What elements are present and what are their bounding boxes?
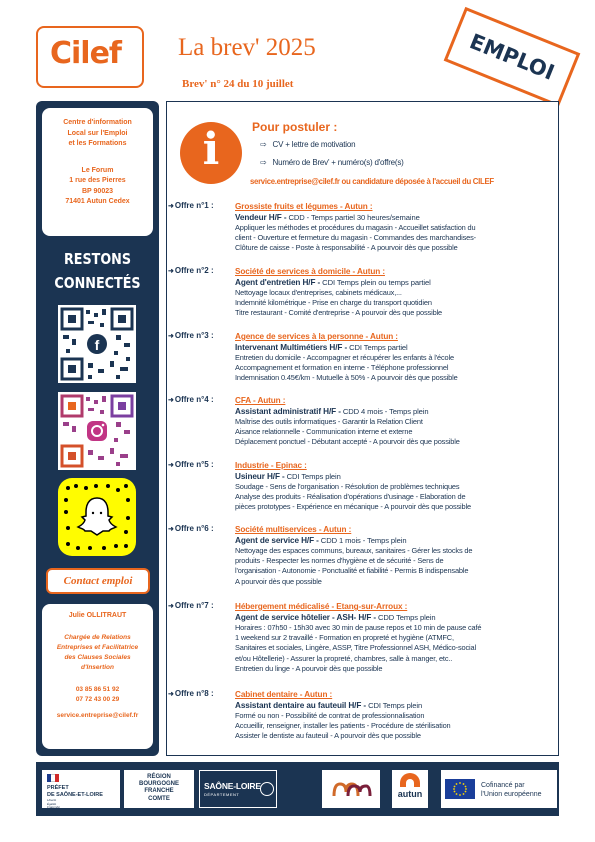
offer-employer: Agence de services à la personne - Autun : [235,332,398,341]
offer-detail: produits - Respecter les normes d'hygiène et de sécurité - Sens de [235,556,444,566]
eu-cofinancing-logo: Cofinancé par l'Union européenne [441,770,557,808]
offer-employer: Cabinet dentaire - Autun : [235,690,333,699]
apply-instructions[interactable]: service.entreprise@cilef.fr ou candidature déposée à l'accueil du CILEF [250,177,494,186]
address-line: BP 90023 [81,187,113,195]
partner-mm-logo [322,770,380,808]
arrow-icon: ⇨ [260,158,267,167]
offer-position: Vendeur H/F - CDD - Temps partiel 30 heures/semaine [235,213,420,222]
emploi-badge: EMPLOI [444,7,581,107]
newsletter-title: La brev' 2025 [178,34,316,61]
offer-employer: Société multiservices - Autun : [235,525,352,534]
offer-position: Agent de service H/F - CDD 1 mois - Temps plein [235,536,407,545]
address-line: Le Forum [81,166,114,174]
offer-detail: Déplacement ponctuel - Débutant accepté - A pourvoir dès que possible [235,437,460,447]
offer-label: ➜Offre n°4 : [168,395,214,404]
contact-phone[interactable]: 03 85 86 51 92 [75,686,120,693]
arrow-icon: ➜ [168,691,174,698]
contact-card [42,604,153,749]
offer-detail: Analyse des produits - Réalisation d'opérations d'usinage - Elaboration de [235,492,466,502]
arrow-icon: ➜ [168,268,174,275]
contact-phone[interactable]: 07 72 43 00 29 [75,696,120,703]
centre-card: Centre d'information Local sur l'Emploi et les Formations Le Forum 1 rue des Pierres BP 90023 71401 Autun Cedex [42,108,153,236]
address-line: 1 rue des Pierres [69,177,126,184]
svg-text:f: f [94,337,100,353]
offer-detail: Titre restaurant - Comité d'entreprise - A pourvoir dès que possible [235,308,443,318]
facebook-qr-code[interactable] [58,305,136,383]
offer-detail: pièces prototypes - Expérience en mécanique - A pourvoir dès que possible [235,502,471,512]
offer-position: Intervenant Multimétiers H/F - CDI Temps partiel [235,343,408,352]
offer-detail: Horaires : 07h50 - 15h30 avec 30 min de pause repos et 10 min de pause café [235,623,482,632]
contact-email[interactable]: service.entreprise@cilef.fr [56,712,139,719]
arrow-icon: ➜ [168,203,174,210]
arrow-icon: ➜ [168,397,174,404]
offer-employer: Hébergement médicalisé - Etang-sur-Arroux : [235,602,408,611]
french-flag-icon [47,774,59,782]
offer-detail: Indemnité kilométrique - Prise en charge du transport quotidien [235,298,432,308]
arrow-icon: ➜ [168,603,174,610]
offer-detail: 1 weekend sur 2 travaillé - Formation en propreté et hygiène (ATMFC, [235,633,454,643]
offer-detail: Soudage - Sens de l'organisation - Résolution de problèmes techniques [235,482,460,491]
arrow-icon: ➜ [168,333,174,340]
offer-detail: et/ou Hôtellerie) - Assurer la propreté, chambres, salle à manger, etc.. [235,653,453,663]
cilef-logo [36,26,144,88]
offer-employer: CFA - Autun : [235,396,286,405]
offer-detail: l'organisation - Autonomie - Ponctualité et fiabilité - Permis B indispensable [235,566,469,576]
offer-detail: Aisance relationnelle - Communication interne et externe [235,427,413,437]
instagram-qr-code[interactable] [58,392,136,470]
region-bfc-logo: RÉGION BOURGOGNE FRANCHE COMTE [124,770,194,808]
offer-label: ➜Offre n°8 : [168,689,214,698]
offer-detail: Assister le dentiste au fauteuil - A pourvoir dès que possible [235,731,421,741]
arrow-icon: ➜ [168,462,174,469]
offer-detail: Accompagnement et formation en interne - Téléphone professionnel [235,363,449,373]
offer-detail: client - Ouverture et fermeture du magasin - Commandes des marchandises- [235,233,476,243]
offer-employer: Industrie - Epinac : [235,461,307,470]
snapchat-snapcode[interactable] [58,478,136,556]
contact-name: Julie OLLITRAUT [68,612,127,619]
offer-position: Usineur H/F - CDI Temps plein [235,472,341,481]
offer-position: Agent d'entretien H/F - CDI Temps plein ou temps partiel [235,278,431,287]
arrow-icon: ➜ [168,526,174,533]
offer-detail: Formé ou non - Possibilité de contrat de professionnalisation [235,711,425,720]
offer-position: Assistant administratif H/F - CDD 4 mois - Temps plein [235,407,429,416]
offer-detail: A pourvoir dès que possible [235,576,322,586]
postuler-title: Pour postuler : [252,120,338,134]
offer-detail: Entretien du domicile - Accompagner et récupérer les enfants à l'école [235,353,454,362]
postuler-item: ⇨ Numéro de Brev' + numéro(s) d'offre(s) [260,158,404,167]
department-emblem-icon [260,782,274,796]
contact-emploi-label: Contact emploi [46,568,150,594]
restons-connectes: RESTONS CONNECTÉS [54,250,141,292]
offer-detail: Appliquer les méthodes et procédures du magasin - Accueillet satisfaction du [235,223,476,232]
offer-detail: Indemnisation 0.45€/km - Mutuelle à 50% - A pourvoir dès que possible [235,373,458,383]
offer-position: Assistant dentaire au fauteuil H/F - CDI Temps plein [235,701,423,710]
offer-detail: Clôture de caisse - Poste à responsabilité - A pourvoir dès que possible [235,243,458,253]
offer-position: Agent de service hôtelier - ASH- H/F - CDD Temps plein [235,613,436,622]
offer-label: ➜Offre n°1 : [168,201,214,210]
saone-et-loire-logo: SAÔNE-LOIRE DÉPARTEMENT [199,770,277,808]
offer-detail: Nettoyage locaux d'entreprises, cabinets médicaux,... [235,288,402,297]
autun-logo: autun [392,770,428,808]
offer-label: ➜Offre n°3 : [168,331,214,340]
offer-label: ➜Offre n°2 : [168,266,214,275]
offer-label: ➜Offre n°6 : [168,524,214,533]
arrow-icon: ⇨ [260,140,267,149]
offer-detail: Accueillir, renseigner, installer les patients - Procédure de stérilisation [235,721,451,731]
offer-detail: Sanitaires et sociales, Lingère, ASSP, Titre Professionnel ASH, Médico-social [235,643,476,653]
logo-wordmark: Cilef [50,36,121,71]
instagram-icon [87,421,107,441]
offer-employer: Société de services à domicile - Autun : [235,267,385,276]
offer-label: ➜Offre n°5 : [168,460,214,469]
offer-detail: Maîtrise des outils informatiques - Garantir la Relation Client [235,417,423,426]
offer-employer: Grossiste fruits et légumes - Autun : [235,202,373,211]
info-icon: i [180,122,242,184]
prefet-logo: PRÉFET DE SAÔNE-ET-LOIRE Liberté Égalité Fraternité [42,770,120,808]
offer-detail: Nettoyage des espaces communs, bureaux, sanitaires - Gérer les stocks de [235,546,473,555]
offer-label: ➜Offre n°7 : [168,601,214,610]
issue-line: Brev' n° 24 du 10 juillet [182,78,294,90]
postuler-item: ⇨ CV + lettre de motivation [260,140,356,149]
contact-role: Chargée de Relations Entreprises et Facilitatrice des Clauses Sociales d'Insertion [56,634,139,671]
eu-flag-icon [445,779,475,799]
snapchat-ghost-icon [78,498,116,535]
address-line: 71401 Autun Cedex [65,198,130,205]
offer-detail: Entretien du linge - A pourvoir dès que possible [235,663,383,673]
